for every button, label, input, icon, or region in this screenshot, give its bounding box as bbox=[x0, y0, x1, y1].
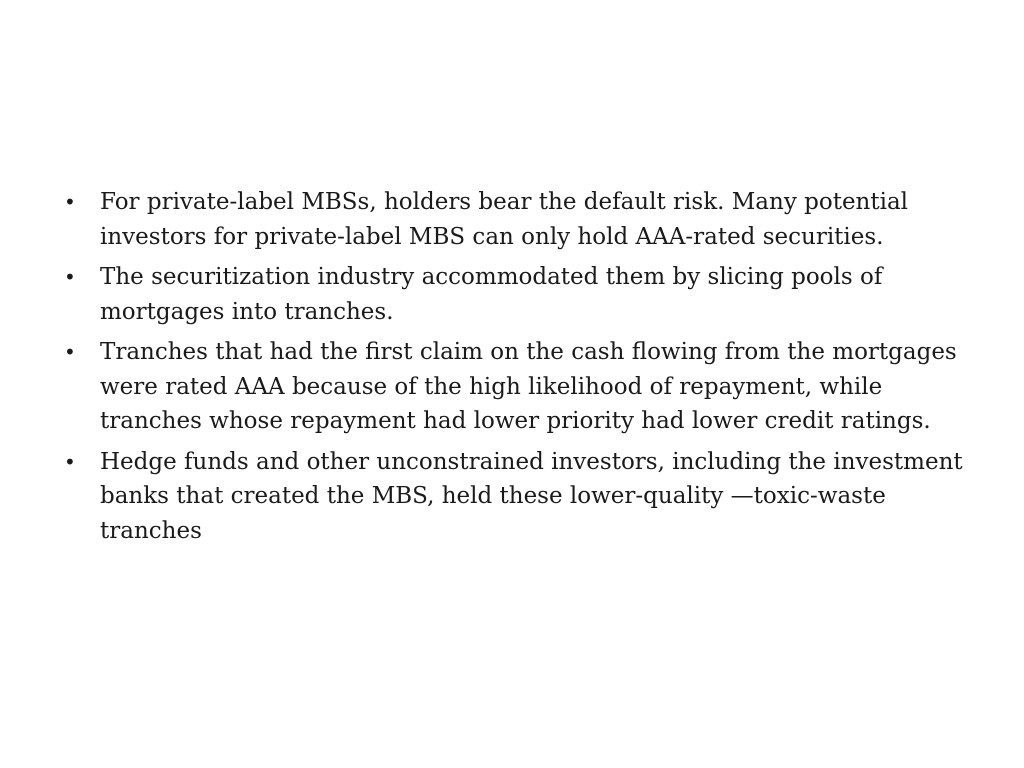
list-item bbox=[60, 185, 970, 254]
list-item bbox=[60, 260, 970, 329]
bullet-icon: • bbox=[64, 265, 76, 289]
bullet-text: Hedge funds and other unconstrained investors, including the investment banks that created the MBS, held these lower-quality —toxic-waste tranches bbox=[100, 448, 963, 544]
bullet-text: The securitization industry accommodated them by slicing pools of mortgages into tranches. bbox=[100, 264, 883, 325]
list-item bbox=[60, 335, 970, 439]
list-item bbox=[60, 445, 970, 549]
bullet-text: For private-label MBSs, holders bear the default risk. Many potential investors for private-label MBS can only hold AAA-rated securities. bbox=[100, 189, 909, 250]
bullet-list bbox=[60, 185, 970, 554]
bullet-icon: • bbox=[64, 340, 76, 364]
bullet-icon: • bbox=[64, 449, 76, 474]
bullet-icon: • bbox=[64, 190, 76, 214]
bullet-text: Tranches that had the first claim on the cash flowing from the mortgages were rated AAA because of the high likelihood of repayment, while tranches whose repayment had lower priority had lower credit ratings. bbox=[100, 339, 957, 434]
